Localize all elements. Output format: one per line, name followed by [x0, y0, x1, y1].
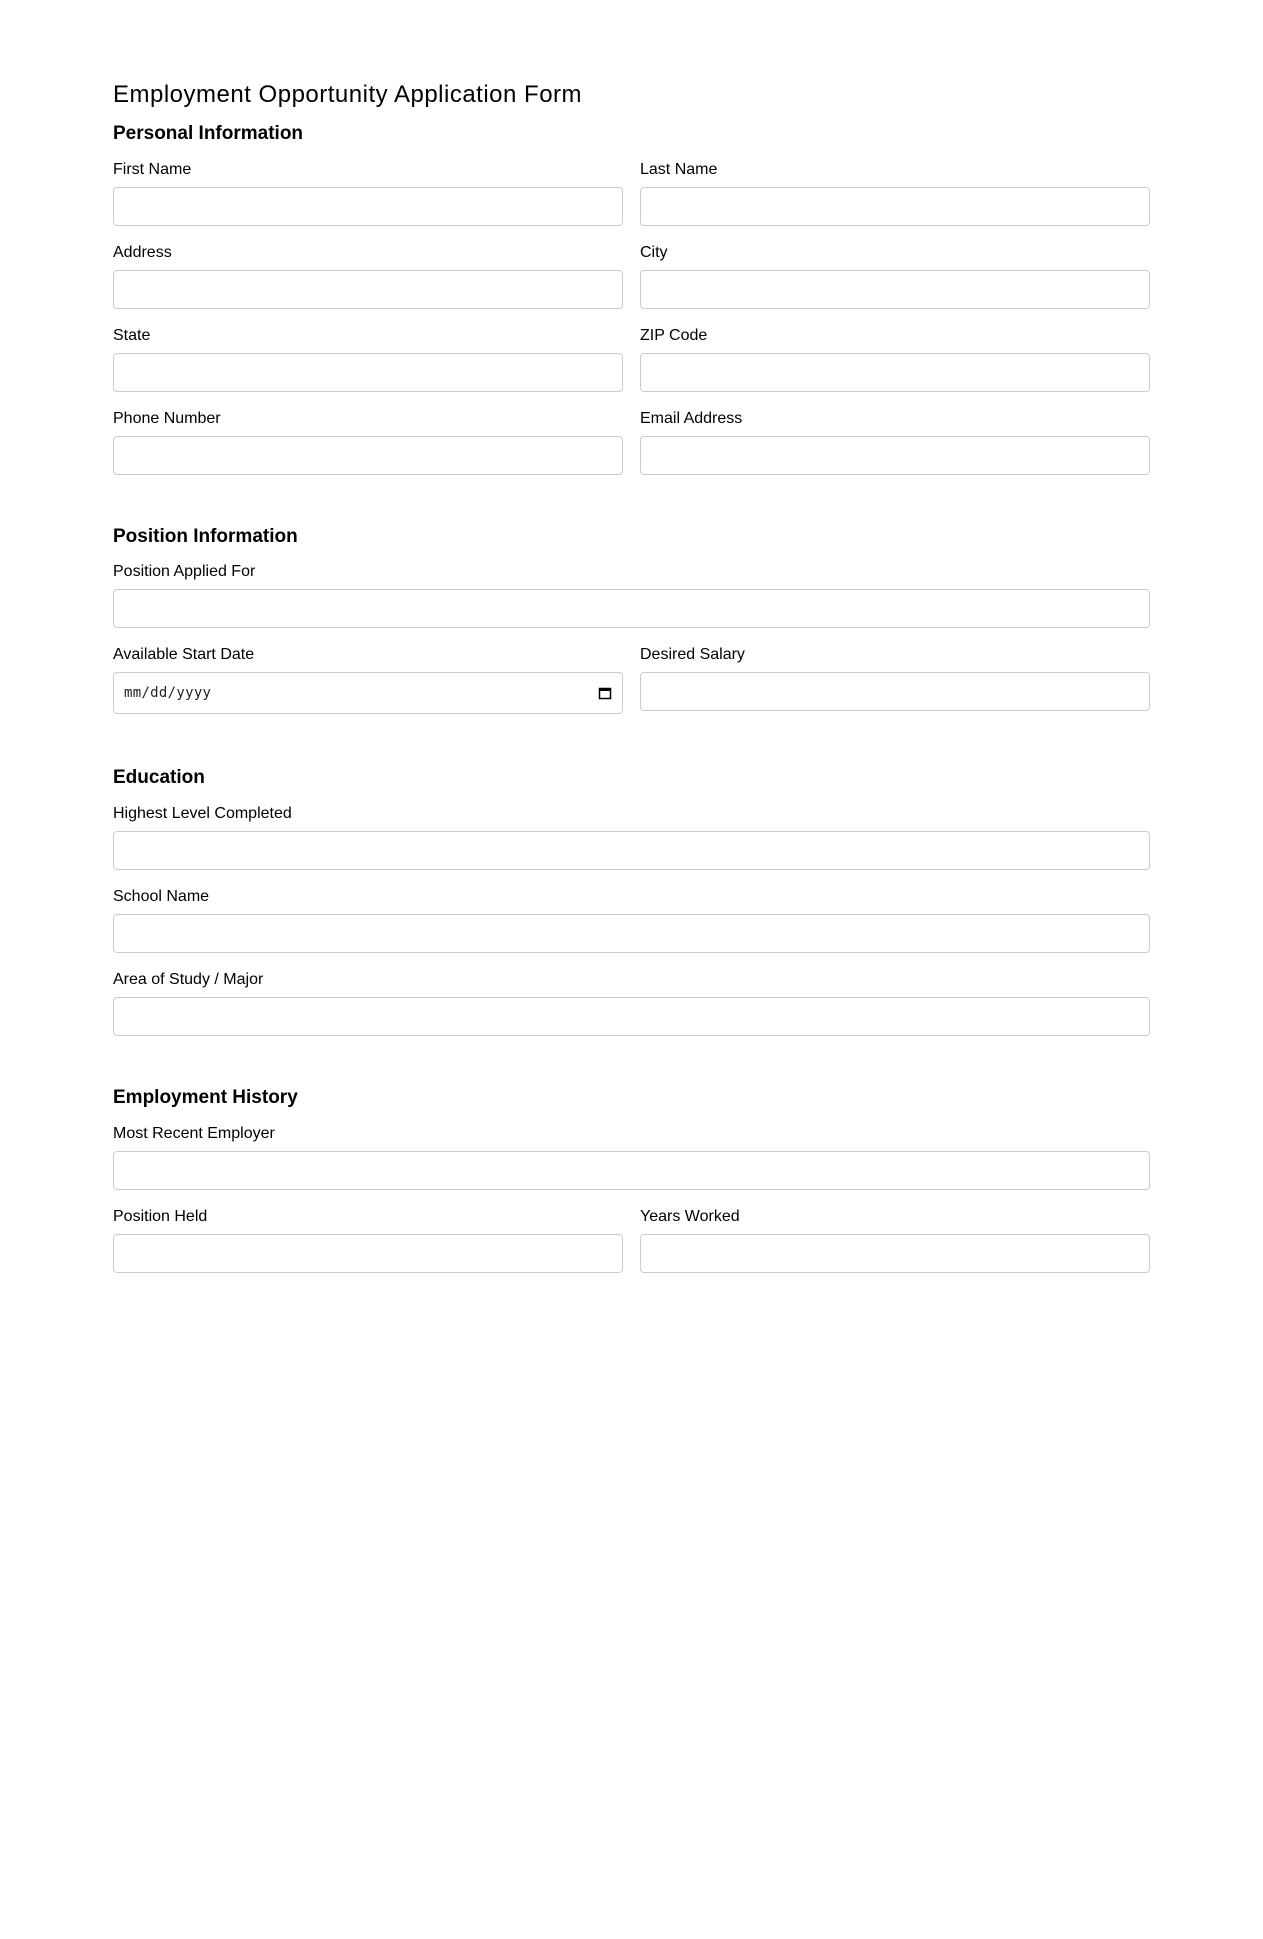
field-years-worked: [640, 1208, 1150, 1273]
field-email-address: [640, 410, 1150, 475]
most-recent-employer-input[interactable]: [113, 1151, 1150, 1190]
highest-level-completed-input[interactable]: [113, 831, 1150, 870]
form-row: [113, 646, 1150, 714]
field-address: [113, 244, 623, 309]
available-start-date-input[interactable]: [113, 672, 623, 714]
field-state: [113, 327, 623, 392]
phone-number-input[interactable]: [113, 436, 623, 475]
field-label: First Name: [113, 161, 192, 178]
form-row: [113, 805, 1150, 870]
form-row: [113, 244, 1150, 309]
city-input[interactable]: [640, 270, 1150, 309]
field-highest-level-completed: [113, 805, 1150, 870]
field-position-held: [113, 1208, 623, 1273]
field-label: Years Worked: [640, 1208, 740, 1225]
field-phone-number: [113, 410, 623, 475]
field-label: Highest Level Completed: [113, 805, 292, 822]
zip-code-input[interactable]: [640, 353, 1150, 392]
field-most-recent-employer: [113, 1125, 1150, 1190]
section-education: [113, 766, 1150, 1036]
field-label: School Name: [113, 888, 210, 905]
field-label: Position Held: [113, 1208, 208, 1225]
field-city: [640, 244, 1150, 309]
last-name-input[interactable]: [640, 187, 1150, 226]
position-applied-for-input[interactable]: [113, 589, 1150, 628]
field-label: Available Start Date: [113, 646, 255, 663]
field-desired-salary: [640, 646, 1150, 711]
address-input[interactable]: [113, 270, 623, 309]
form-row: [113, 1125, 1150, 1190]
field-label: State: [113, 327, 151, 344]
field-available-start-date: [113, 646, 623, 714]
field-position-applied-for: [113, 563, 1150, 628]
application-form: [113, 80, 1150, 1273]
field-label: Area of Study / Major: [113, 971, 264, 988]
field-label: City: [640, 244, 668, 261]
section-heading: Personal Information: [113, 123, 304, 144]
state-input[interactable]: [113, 353, 623, 392]
first-name-input[interactable]: [113, 187, 623, 226]
field-label: Most Recent Employer: [113, 1125, 275, 1142]
field-label: Address: [113, 244, 172, 261]
field-label: Email Address: [640, 410, 743, 427]
field-label: Desired Salary: [640, 646, 745, 663]
form-row: [113, 1208, 1150, 1273]
section-personal-information: [113, 122, 1150, 475]
field-label: Last Name: [640, 161, 718, 178]
field-zip-code: [640, 327, 1150, 392]
school-name-input[interactable]: [113, 914, 1150, 953]
section-position-information: [113, 525, 1150, 714]
section-employment-history: [113, 1086, 1150, 1273]
section-heading: Education: [113, 767, 205, 788]
field-label: Phone Number: [113, 410, 221, 427]
form-row: [113, 410, 1150, 475]
email-address-input[interactable]: [640, 436, 1150, 475]
form-row: [113, 971, 1150, 1036]
section-heading: Employment History: [113, 1087, 298, 1108]
field-school-name: [113, 888, 1150, 953]
section-heading: Position Information: [113, 526, 298, 547]
date-placeholder: mm/dd/yyyy: [124, 685, 212, 701]
field-area-of-study: [113, 971, 1150, 1036]
years-worked-input[interactable]: [640, 1234, 1150, 1273]
field-label: Position Applied For: [113, 563, 256, 580]
form-row: [113, 563, 1150, 628]
desired-salary-input[interactable]: [640, 672, 1150, 711]
form-row: [113, 888, 1150, 953]
form-row: [113, 327, 1150, 392]
position-held-input[interactable]: [113, 1234, 623, 1273]
calendar-icon[interactable]: [598, 686, 612, 700]
area-of-study-input[interactable]: [113, 997, 1150, 1036]
field-label: ZIP Code: [640, 327, 708, 344]
field-first-name: [113, 161, 623, 226]
page-title: Employment Opportunity Application Form: [113, 81, 583, 108]
form-row: [113, 161, 1150, 226]
field-last-name: [640, 161, 1150, 226]
